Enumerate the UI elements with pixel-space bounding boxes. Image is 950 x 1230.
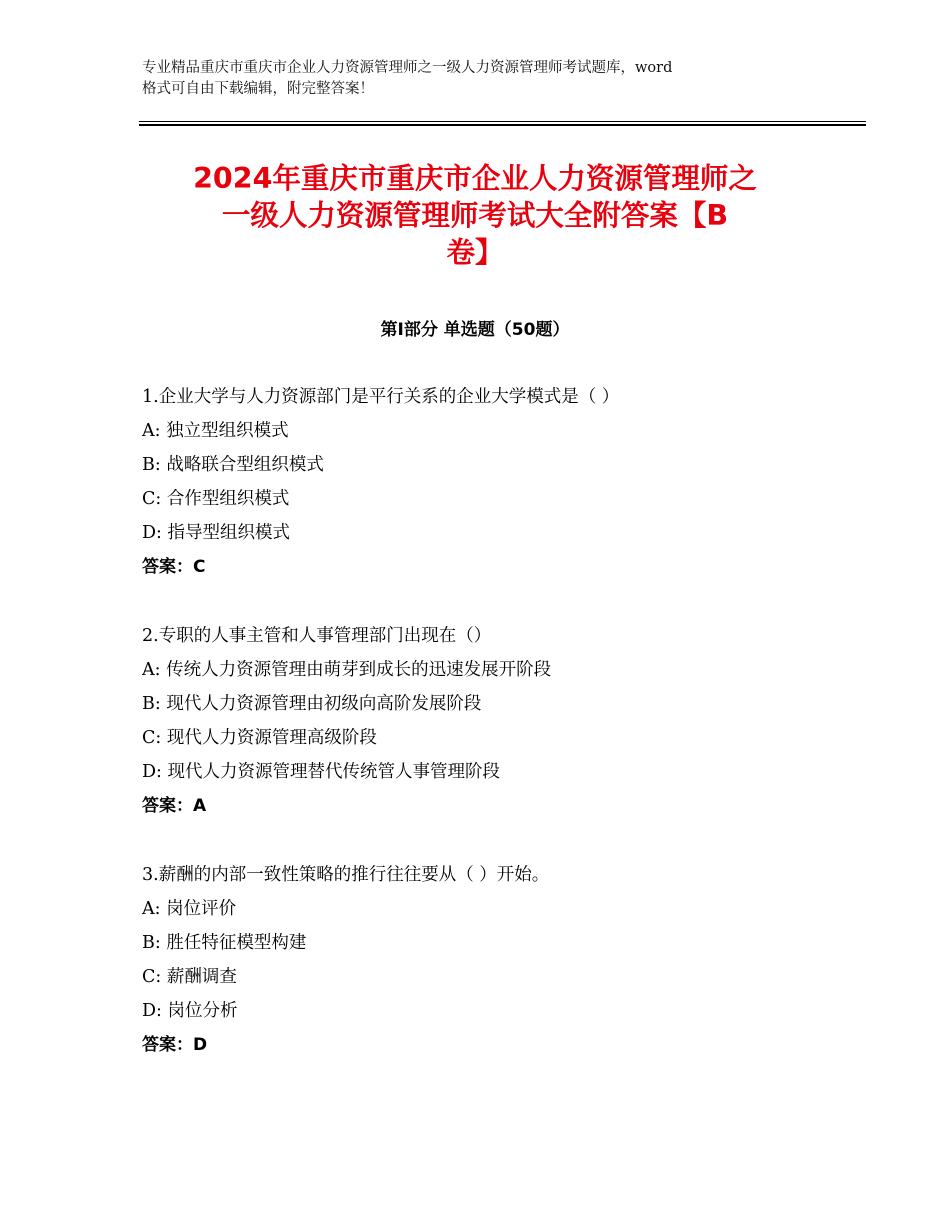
section-title: 第Ⅰ部分 单选题（50题） <box>380 320 570 340</box>
answer-label: 答案：C <box>142 557 206 577</box>
header-note-line-1: 专业精品重庆市重庆市企业人力资源管理师之一级人力资源管理师考试题库，word <box>142 60 673 76</box>
document-title <box>130 160 820 271</box>
option-a: A: 岗位评价 <box>142 899 237 919</box>
question-2 <box>142 619 842 823</box>
header-note <box>142 58 832 100</box>
question-stem: 3.薪酬的内部一致性策略的推行往往要从（ ）开始。 <box>142 865 550 885</box>
document-title-line-2: 一级人力资源管理师考试大全附答案【B <box>221 199 729 232</box>
option-a: A: 传统人力资源管理由萌芽到成长的迅速发展开阶段 <box>142 660 552 680</box>
option-d: D: 指导型组织模式 <box>142 523 290 543</box>
option-a: A: 独立型组织模式 <box>142 421 289 441</box>
question-1 <box>142 380 842 584</box>
header-note-line-2: 格式可自由下载编辑，附完整答案！ <box>142 81 374 97</box>
question-3 <box>142 858 842 1062</box>
option-d: D: 现代人力资源管理替代传统管人事管理阶段 <box>142 762 500 782</box>
header-divider-top <box>139 121 866 122</box>
option-b: B: 胜任特征模型构建 <box>142 933 307 953</box>
document-title-line-3: 卷】 <box>446 236 504 269</box>
option-c: C: 现代人力资源管理高级阶段 <box>142 728 377 748</box>
question-stem: 1.企业大学与人力资源部门是平行关系的企业大学模式是（ ） <box>142 387 620 407</box>
option-b: B: 战略联合型组织模式 <box>142 455 324 475</box>
answer-label: 答案：A <box>142 796 207 816</box>
document-title-line-1: 2024年重庆市重庆市企业人力资源管理师之 <box>193 162 757 195</box>
answer-label: 答案：D <box>142 1035 208 1055</box>
option-d: D: 岗位分析 <box>142 1001 238 1021</box>
option-b: B: 现代人力资源管理由初级向高阶发展阶段 <box>142 694 482 714</box>
header-divider-bottom <box>139 124 866 126</box>
question-stem: 2.专职的人事主管和人事管理部门出现在（） <box>142 626 492 646</box>
option-c: C: 薪酬调查 <box>142 967 237 987</box>
option-c: C: 合作型组织模式 <box>142 489 290 509</box>
